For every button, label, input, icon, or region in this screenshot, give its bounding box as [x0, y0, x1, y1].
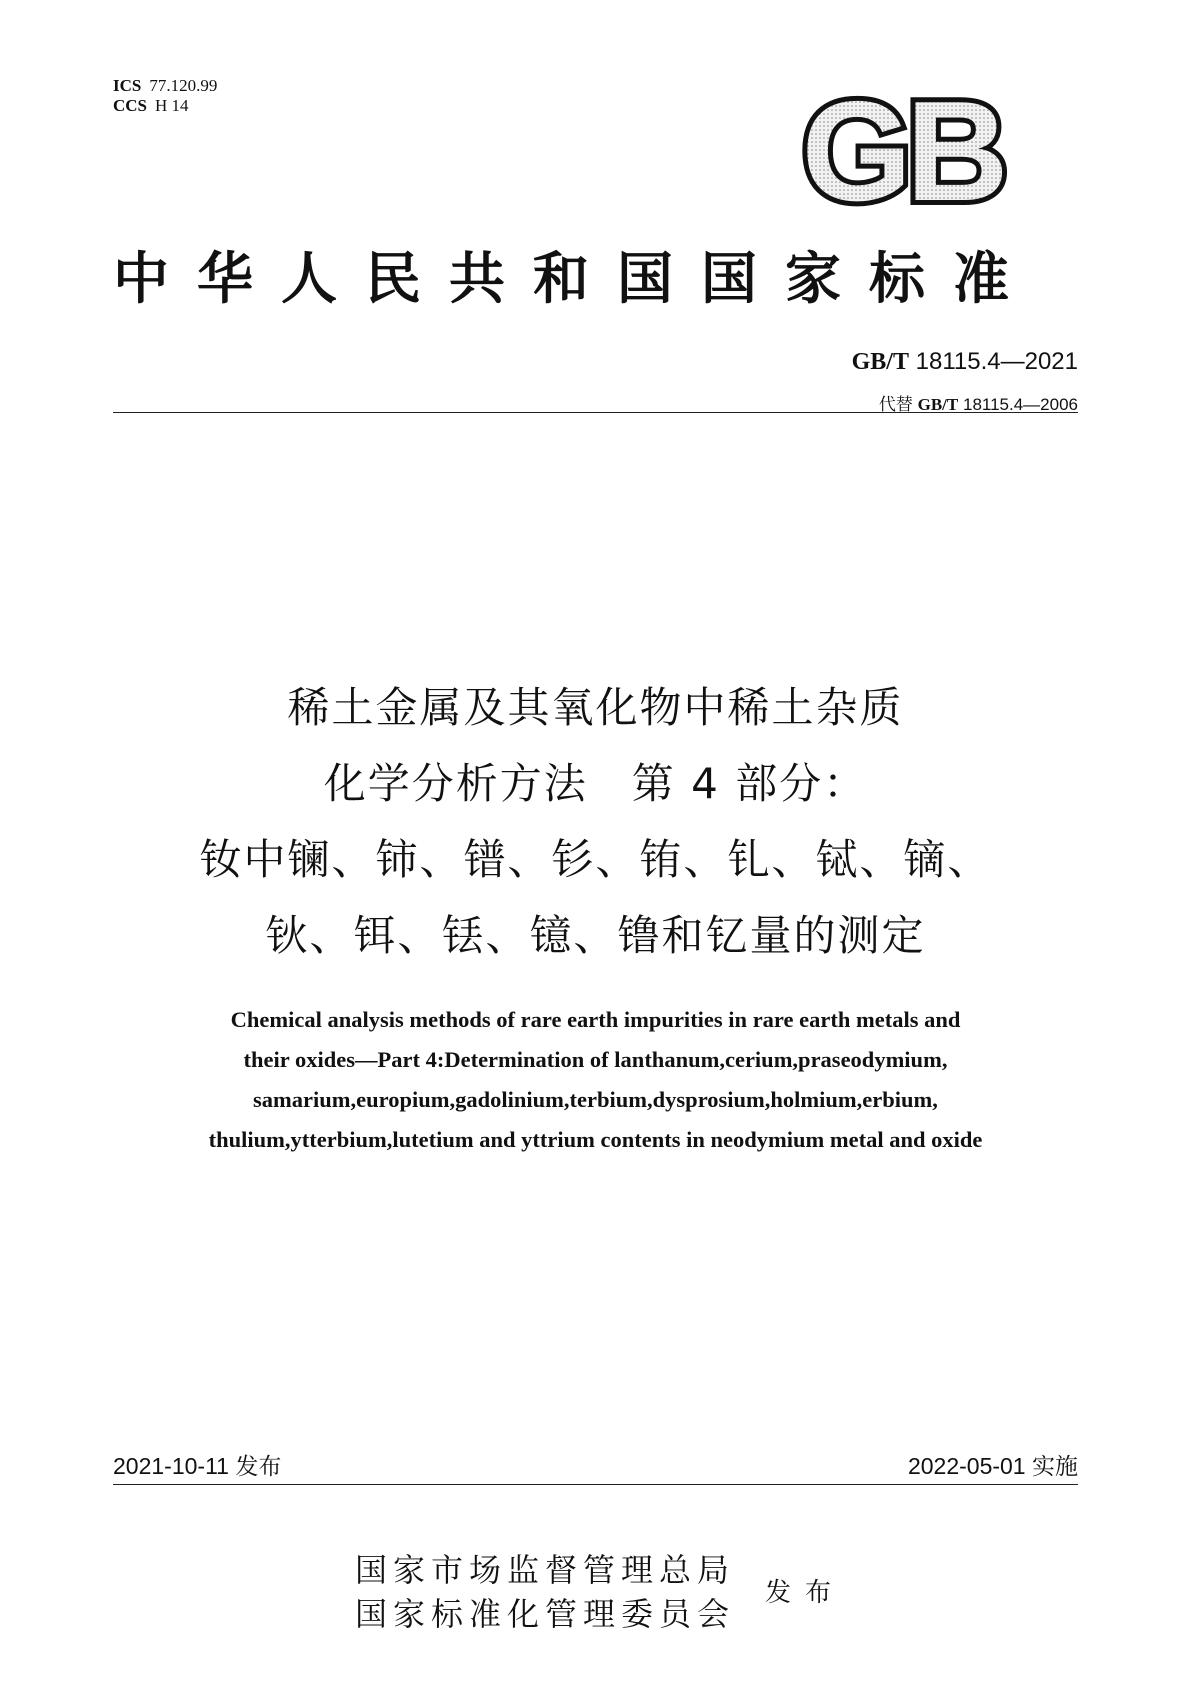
gb-logo	[782, 92, 1022, 210]
chinese-title	[113, 670, 1078, 974]
classification-codes	[113, 76, 217, 116]
ccs-value: H 14	[155, 96, 189, 115]
standard-number-value: 18115.4—2021	[915, 348, 1078, 375]
ics-value: 77.120.99	[149, 76, 218, 95]
ics-line	[113, 76, 217, 96]
replaces-label: 代替	[878, 395, 913, 414]
cn-title-line-2: 化学分析方法 第 4 部分：	[323, 759, 868, 808]
gb-logo-text: GB	[801, 92, 1003, 210]
header-divider	[113, 412, 1078, 413]
replaces-prefix: GB/T	[917, 395, 959, 414]
english-title	[113, 1000, 1078, 1160]
ccs-label: CCS	[113, 96, 148, 115]
en-title-line-2: their oxides—Part 4:Determination of lanthanum,cerium,praseodymium,	[243, 1047, 948, 1072]
footer-divider	[113, 1484, 1078, 1485]
ccs-line	[113, 96, 217, 116]
cn-title-line-1: 稀土金属及其氧化物中稀土杂质	[287, 683, 904, 732]
en-title-line-4: thulium,ytterbium,lutetium and yttrium contents in neodymium metal and oxide	[208, 1127, 983, 1152]
issuing-authorities	[355, 1548, 735, 1636]
release-label: 发布	[765, 1578, 846, 1608]
national-standard-heading: 中华人民共和国国家标准	[113, 246, 1037, 312]
standard-number	[852, 348, 1078, 376]
issue-date: 2021-10-11 发布	[113, 1453, 282, 1479]
ics-label: ICS	[113, 76, 142, 95]
replaces-number: 18115.4—2006	[962, 395, 1078, 414]
en-title-line-1: Chemical analysis methods of rare earth impurities in rare earth metals and	[230, 1007, 961, 1032]
standard-number-prefix: GB/T	[851, 349, 909, 375]
issuer-sac: 国家标准化管理委员会	[355, 1595, 736, 1633]
en-title-line-3: samarium,europium,gadolinium,terbium,dysprosium,holmium,erbium,	[253, 1087, 938, 1112]
cn-title-line-4: 钬、铒、铥、镱、镥和钇量的测定	[265, 911, 926, 960]
cn-title-line-3: 钕中镧、铈、镨、钐、铕、钆、铽、镝、	[199, 835, 992, 884]
implementation-date: 2022-05-01 实施	[907, 1453, 1078, 1479]
issuer-samr: 国家市场监督管理总局	[355, 1551, 736, 1589]
